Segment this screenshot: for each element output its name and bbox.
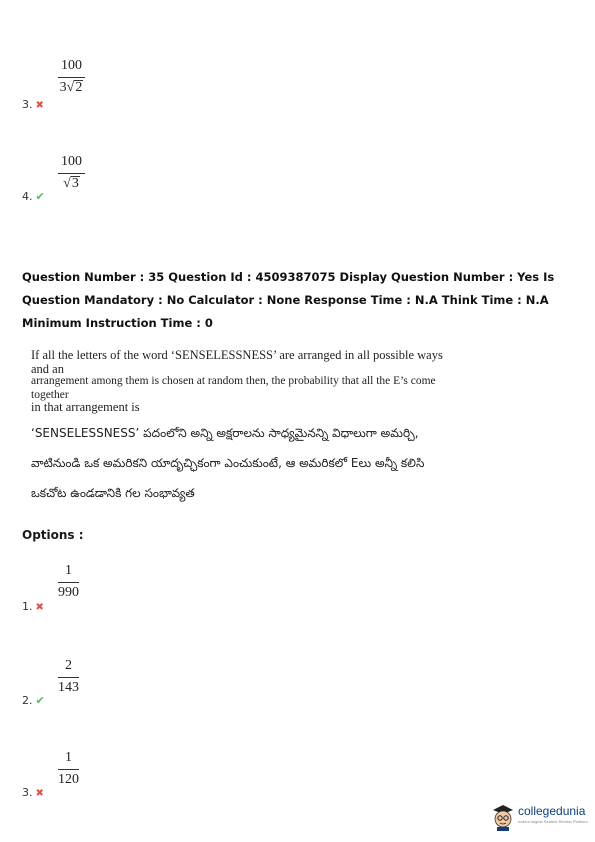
numerator: 1 xyxy=(58,563,79,583)
collegedunia-logo xyxy=(490,800,590,836)
question-text-te-line-1: ‘SENSELESSNESS’ పదంలోని అన్ని అక్షరాలను సాధ్యమైనన్ని విధాలుగా అమర్చి, xyxy=(31,426,419,440)
question-text-en-line-2: arrangement among them is chosen at random then, the probability that all the E’s come together xyxy=(31,375,436,401)
option-2-fraction xyxy=(58,658,79,696)
numerator: 100 xyxy=(58,58,85,78)
denominator: 990 xyxy=(58,585,79,600)
option-1-fraction xyxy=(58,563,79,601)
question-text-en-line-3: in that arrangement is xyxy=(31,400,140,414)
question-text-te-line-3: ఒకచోట ఉండడానికి గల సంభావ్యత xyxy=(31,486,195,500)
correct-mark-icon: ✔ xyxy=(35,190,45,203)
option-2-label: 2. ✔ xyxy=(22,694,45,707)
numerator: 1 xyxy=(58,750,79,770)
options-label: Options : xyxy=(22,528,84,542)
question-text-te-line-2: వాటినుండి ఒక అమరికని యాదృచ్ఛికంగా ఎంచుకుంటే, ఆ అమరికలో Eలు అన్నీ కలిసి xyxy=(31,456,425,470)
mascot-icon xyxy=(490,802,516,832)
option-1-label: 1. ✖ xyxy=(22,600,44,613)
question-header: Question Number : 35 Question Id : 4509387075 Display Question Number : Yes Is Question Mandatory : No Calculator : None Response Time : N.A Think Time : N.A Minimum Instruction Time : 0 xyxy=(22,270,555,330)
denominator: 120 xyxy=(58,772,79,787)
brand-tagline: India's largest Student Review Platform xyxy=(518,819,588,824)
brand-name: collegedunia xyxy=(518,804,586,818)
option-3-fraction xyxy=(58,750,79,788)
denominator: 3√2 xyxy=(59,80,83,95)
wrong-mark-icon: ✖ xyxy=(35,788,44,799)
wrong-mark-icon: ✖ xyxy=(35,602,44,613)
correct-mark-icon: ✔ xyxy=(35,694,45,707)
denominator: √3 xyxy=(63,176,79,191)
question-text-en-line-1: If all the letters of the word ‘SENSELESSNESS’ are arranged in all possible ways and an xyxy=(31,348,443,376)
numerator: 100 xyxy=(58,154,85,174)
prev-option-3-fraction xyxy=(58,58,85,96)
option-3-label: 3. ✖ xyxy=(22,786,44,799)
wrong-mark-icon: ✖ xyxy=(35,100,44,111)
prev-option-4-fraction xyxy=(58,154,85,192)
prev-option-4-label: 4. ✔ xyxy=(22,190,45,203)
prev-option-3-label: 3. ✖ xyxy=(22,98,44,111)
denominator: 143 xyxy=(58,680,79,695)
numerator: 2 xyxy=(58,658,79,678)
